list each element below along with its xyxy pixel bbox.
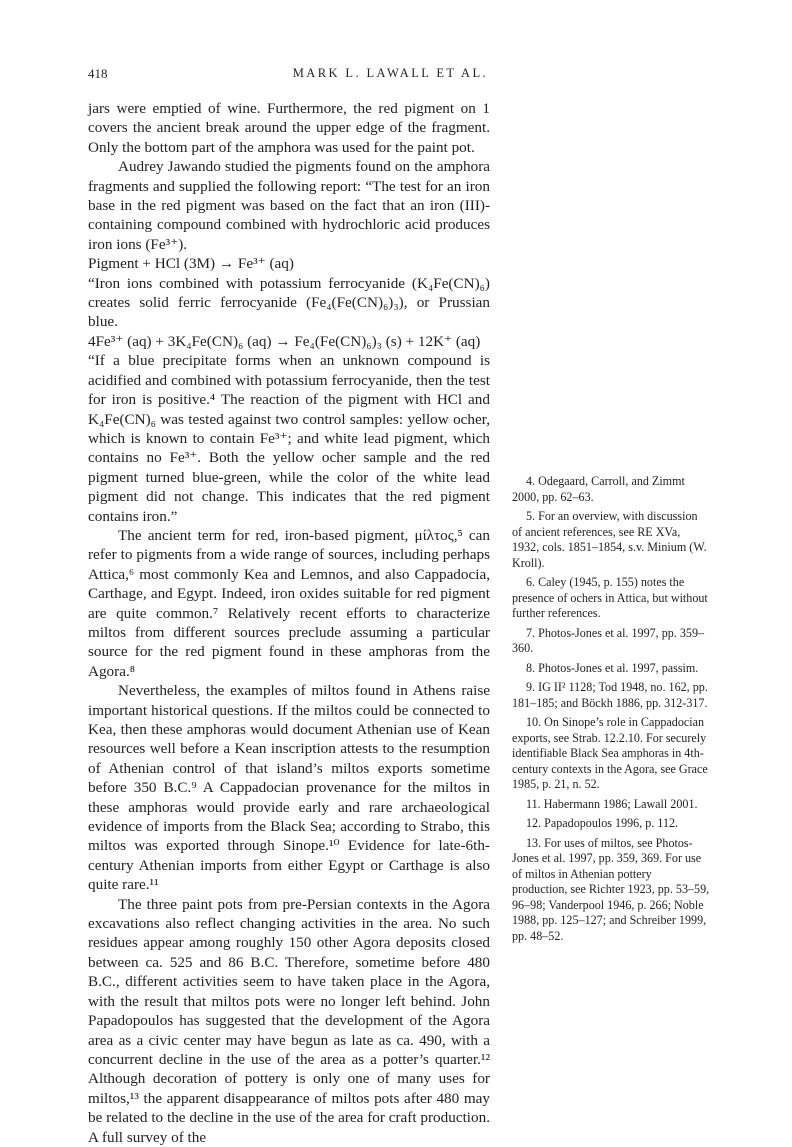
running-head [88,66,488,84]
footnote-7: 7. Photos-Jones et al. 1997, pp. 359–360. [512,625,705,655]
footnote-5: 5. For an overview, with discussion of ancient references, see RE XVa, 1932, cols. 1851–1854, s.v. Minium (W. Kroll). [512,509,707,570]
footnote-8: 8. Photos-Jones et al. 1997, passim. [526,660,699,675]
page-number: 418 [88,66,108,81]
footnote-10: 10. On Sinope’s role in Cappadocian exports, see Strab. 12.2.10. For securely identifiable Black Sea amphoras in 4th-century contexts in the Agora, see Grace 1985, p. 21, n. 52. [512,715,708,791]
body-paragraph-2: Audrey Jawando studied the pigments found on the amphora fragments and supplied the following report: “The test for an iron base in the red pigment was based on the fact that an iron (III)-containing compound combined with hydrochloric acid produces iron ions (Fe³⁺). [88,158,490,253]
body-paragraph-6: Nevertheless, the examples of miltos found in Athens raise important historical questions. If the miltos could be connected to Kea, then these amphoras would document Athenian use of Kean resources well before a Kean inscription attests to the resumption of Athenian control of that island’s miltos exports sometime before 350 B.C.⁹ A Cappadocian provenance for the miltos in these amphoras would provide early and rare archaeological evidence of imports from the Black Sea; according to Strabo, this miltos was exported through Sinope.¹⁰ Evidence for late-6th-century Athenian imports from either Egypt or Carthage is also quite rare.¹¹ [88,682,490,894]
footnote-9: 9. IG II² 1128; Tod 1948, no. 162, pp. 181–185; and Böckh 1886, pp. 312-317. [512,680,708,710]
footnote-13: 13. For uses of miltos, see Photos-Jones et al. 1997, pp. 359, 369. For use of miltos in Athenian pottery production, see Richter 1923, pp. 53–59, 96–98; Vanderpool 1946, p. 266; Noble 1988, pp. 125–127; and Schreiber 1999, pp. 48–52. [512,835,710,943]
body-paragraph-3: “Iron ions combined with potassium ferrocyanide (K₄Fe(CN)₆) creates solid ferric ferrocyanide (Fe₄(Fe(CN)₆)₃), or Prussian blue. [88,274,490,331]
main-text-column [88,99,490,1147]
running-head-authors: MARK L. LAWALL ET AL. [292,66,488,80]
equation-2: 4Fe³⁺ (aq) + 3K₄Fe(CN)₆ (aq) → Fe₄(Fe(CN)₆)₃ (s) + 12K⁺ (aq) [88,332,481,350]
footnotes-column [512,474,710,948]
body-paragraph-4: “If a blue precipitate forms when an unknown compound is acidified and combined with potassium ferrocyanide, then the test for iron is positive.⁴ The reaction of the pigment with HCl and K₄Fe(CN)₆ was tested against two control samples: yellow ocher, which is known to contain Fe³⁺; and white lead pigment, which contains no Fe³⁺. Both the yellow ocher sample and the red pigment turned blue-green, while the color of the white lead pigment did not change. This indicates that the red pigment contains iron.” [88,352,490,525]
footnote-11: 11. Habermann 1986; Lawall 2001. [526,796,698,811]
footnote-12: 12. Papadopoulos 1996, p. 112. [526,816,679,830]
body-paragraph-5: The ancient term for red, iron-based pigment, μίλτος,⁵ can refer to pigments from a wide range of sources, including perhaps Attica,⁶ most commonly Kea and Lemnos, and also Cappadocia, Carthage, and Egypt. Indeed, iron oxides suitable for red pigment are quite common.⁷ Relatively recent efforts to characterize miltos from different sources preclude assuming a particular source for the red pigment found in these amphoras from the Agora.⁸ [88,526,490,680]
body-paragraph-1: jars were emptied of wine. Furthermore, the red pigment on 1 covers the ancient break around the upper edge of the fragment. Only the bottom part of the amphora was used for the paint pot. [88,100,490,156]
footnote-4: 4. Odegaard, Carroll, and Zimmt 2000, pp. 62–63. [512,474,685,504]
footnote-6: 6. Caley (1945, p. 155) notes the presence of ochers in Attica, but without further references. [512,575,708,620]
body-paragraph-7: The three paint pots from pre-Persian contexts in the Agora excavations also reflect changing activities in the area. No such residues appear among roughly 150 other Agora deposits closed between ca. 525 and 86 B.C. Therefore, sometime before 480 B.C., different activities seem to have taken place in the Agora, with the result that miltos pots were no longer left behind. John Papadopoulos has suggested that the development of the Agora area as a civic center may have begun as late as ca. 490, with a concurrent decline in the use of the area as a potter’s quarter.¹² Although decoration of pottery is only one of many uses for miltos,¹³ the apparent disappearance of miltos pots after 480 may be related to the decline in the use of the area for craft production. A full survey of the [88,895,490,1146]
equation-1: Pigment + HCl (3M) → Fe³⁺ (aq) [88,255,294,273]
